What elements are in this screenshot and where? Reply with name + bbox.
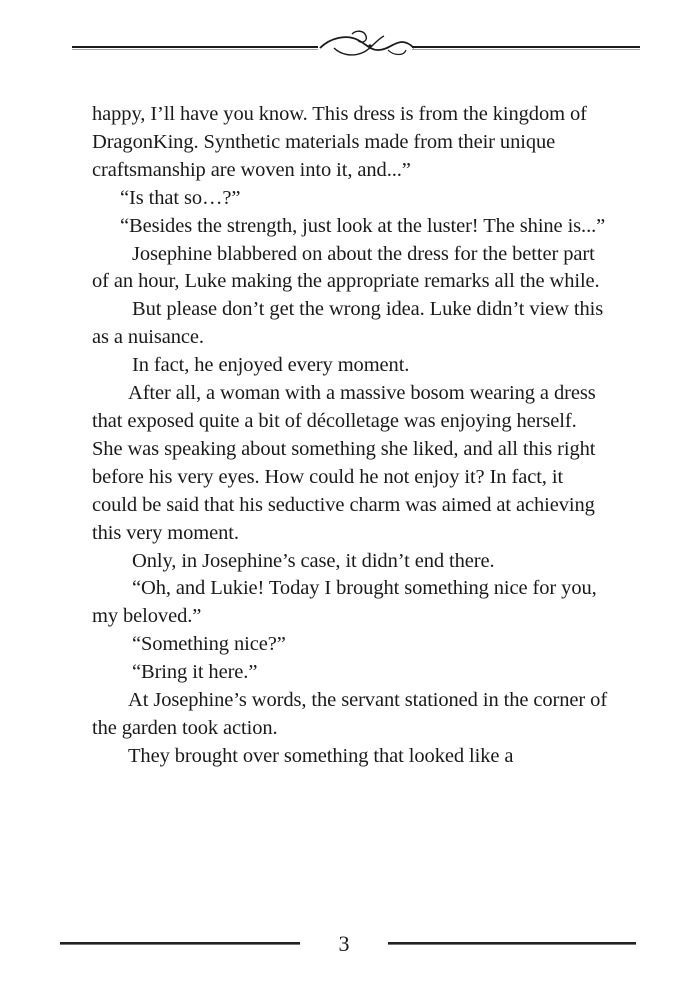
- paragraph: But please don’t get the wrong idea. Luke didn’t view this as a nuisance.: [92, 298, 604, 349]
- body-text: [92, 101, 612, 771]
- paragraph: “Oh, and Lukie! Today I brought something nice for you, my beloved.”: [92, 577, 597, 628]
- paragraph: At Josephine’s words, the servant stationed in the corner of the garden took action.: [92, 689, 608, 739]
- paragraph: “Bring it here.”: [132, 661, 258, 684]
- paragraph: “Is that so…?”: [120, 186, 241, 209]
- paragraph: “Something nice?”: [132, 633, 286, 656]
- header-flourish-divider-icon: [0, 20, 700, 68]
- paragraph: “Besides the strength, just look at the luster! The shine is...”: [120, 214, 606, 237]
- paragraph: Josephine blabbered on about the dress for the better part of an hour, Luke making the appropriate remarks all the while.: [92, 242, 600, 293]
- footer-rule-left-thin: [60, 944, 300, 945]
- paragraph: Only, in Josephine’s case, it didn’t end there.: [132, 549, 495, 572]
- paragraph: After all, a woman with a massive bosom wearing a dress that exposed quite a bit of décolletage was enjoying herself. She was speaking about something she liked, and all this right before his very eyes. How could he not enjoy it? In fact, it could be said that his seductive charm was aimed at achieving this very moment.: [92, 382, 596, 544]
- page-number: 3: [338, 931, 350, 956]
- footer-rule-right-thin: [388, 944, 636, 945]
- paragraph: happy, I’ll have you know. This dress is from the kingdom of DragonKing. Synthetic materials made from their unique craftsmanship are woven into it, and...”: [92, 103, 587, 181]
- paragraph: They brought over something that looked like a: [128, 744, 514, 767]
- paragraph: In fact, he enjoyed every moment.: [132, 354, 410, 377]
